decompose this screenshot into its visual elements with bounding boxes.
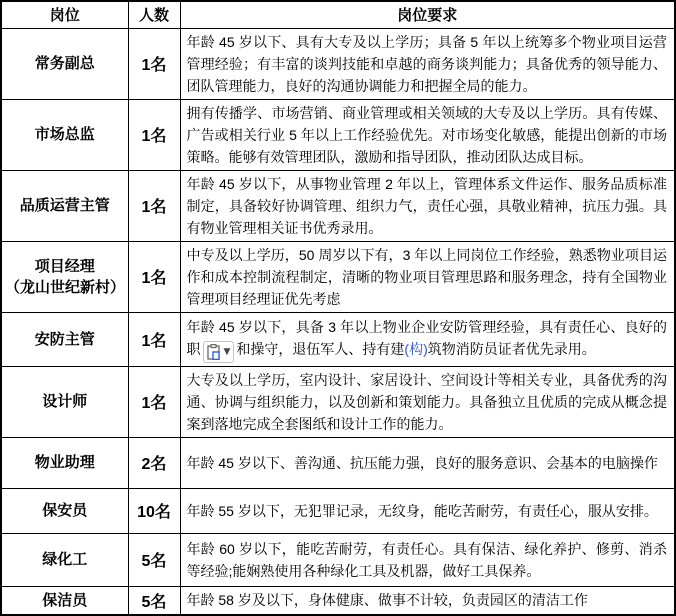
position-cell: 品质运营主管 — [1, 170, 128, 241]
count-cell: 1名 — [128, 170, 180, 241]
header-requirements: 岗位要求 — [180, 1, 675, 28]
requirement-text: 和操守，退伍军人、持有建 — [236, 340, 405, 357]
requirement-cell — [180, 99, 675, 170]
requirement-cell — [180, 170, 675, 241]
position-cell: 安防主管 — [1, 312, 128, 366]
position-cell: 物业助理 — [1, 437, 128, 488]
requirement-cell — [180, 586, 675, 615]
table-row — [1, 533, 675, 586]
position-cell: 绿化工 — [1, 533, 128, 586]
position-cell: 常务副总 — [1, 28, 128, 99]
requirement-text: 年龄 60 岁以下，能吃苦耐劳，有责任心。具有保洁、绿化养护、修剪、消杀等经验;能娴熟使用各种绿化工具及机器，做好工具保养。 — [186, 540, 667, 579]
requirement-cell — [180, 312, 675, 366]
requirement-cell — [180, 366, 675, 437]
count-cell: 1名 — [128, 312, 180, 366]
requirement-cell — [180, 241, 675, 312]
requirement-text: 中专及以上学历，50 周岁以下有，3 年以上同岗位工作经验，熟悉物业项目运作和成本控制流程制定，清晰的物业项目管理思路和服务理念，持有全国物业管理项目经理证优先考虑 — [186, 246, 667, 307]
position-cell: 保洁员 — [1, 586, 128, 615]
table-row — [1, 366, 675, 437]
paste-options-icon[interactable]: ▼ — [203, 341, 235, 363]
count-cell: 5名 — [128, 586, 180, 615]
position-cell: 市场总监 — [1, 99, 128, 170]
requirement-text: 大专及以上学历，室内设计、家居设计、空间设计等相关专业，具备优秀的沟通、协调与组织能力，以及创新和策划能力。具备独立且优质的完成从概念提案到落地完成全套图纸和设计工作的能力。 — [186, 371, 667, 432]
requirement-text: 年龄 45 岁以下，从事物业管理 2 年以上，管理体系文件运作、服务品质标准制定，具备较好协调管理、组织力气，责任心强，具敬业精神，抗压力强。具有物业管理相关证书优秀录用。 — [186, 175, 667, 236]
header-row — [1, 1, 675, 28]
requirement-cell — [180, 437, 675, 488]
count-cell: 5名 — [128, 533, 180, 586]
position-cell: 设计师 — [1, 366, 128, 437]
requirement-text: 年龄 45 岁以下、善沟通、抗压能力强，良好的服务意识、会基本的电脑操作 — [186, 454, 658, 471]
count-cell: 1名 — [128, 99, 180, 170]
position-cell: 项目经理 （龙山世纪新村） — [1, 241, 128, 312]
table-row — [1, 170, 675, 241]
table-row — [1, 437, 675, 488]
requirement-text: 年龄 45 岁以下，具备 3 年以上物业企业安防管理经验，具有责任心、良好的职 — [186, 318, 667, 357]
requirement-text: 筑物消防员证者优先录用。 — [427, 340, 596, 357]
table-row — [1, 241, 675, 312]
count-cell: 1名 — [128, 241, 180, 312]
header-position: 岗位 — [1, 1, 128, 28]
requirement-cell — [180, 488, 675, 533]
count-cell: 1名 — [128, 366, 180, 437]
requirement-text: 年龄 55 岁以下，无犯罪记录，无纹身，能吃苦耐劳，有责任心，服从安排。 — [186, 502, 658, 519]
table-row — [1, 99, 675, 170]
table-row — [1, 312, 675, 366]
requirement-cell — [180, 28, 675, 99]
requirement-text: 拥有传播学、市场营销、商业管理或相关领域的大专及以上学历。具有传媒、广告或相关行业 5 年以上工作经验优先。对市场变化敏感，能提出创新的市场策略。能够有效管理团队，激励和指导团队，推动团队达成目标。 — [186, 104, 667, 165]
requirement-cell — [180, 533, 675, 586]
position-cell: 保安员 — [1, 488, 128, 533]
requirement-text: 年龄 45 岁以下、具有大专及以上学历；具备 5 年以上统筹多个物业项目运营管理经验；有丰富的谈判技能和卓越的商务谈判能力；具备优秀的领导能力、团队管理能力，良好的沟通协调能力和把握全局的能力。 — [186, 33, 667, 94]
requirement-text: (构) — [404, 340, 428, 357]
table-row — [1, 586, 675, 615]
count-cell: 10名 — [128, 488, 180, 533]
table-row — [1, 28, 675, 99]
header-count: 人数 — [128, 1, 180, 28]
table-body — [1, 28, 675, 615]
requirement-text: 年龄 58 岁及以下，身体健康、做事不计较，负责园区的清洁工作 — [186, 592, 588, 608]
table-row — [1, 488, 675, 533]
count-cell: 1名 — [128, 28, 180, 99]
clipboard-icon — [207, 344, 221, 360]
count-cell: 2名 — [128, 437, 180, 488]
